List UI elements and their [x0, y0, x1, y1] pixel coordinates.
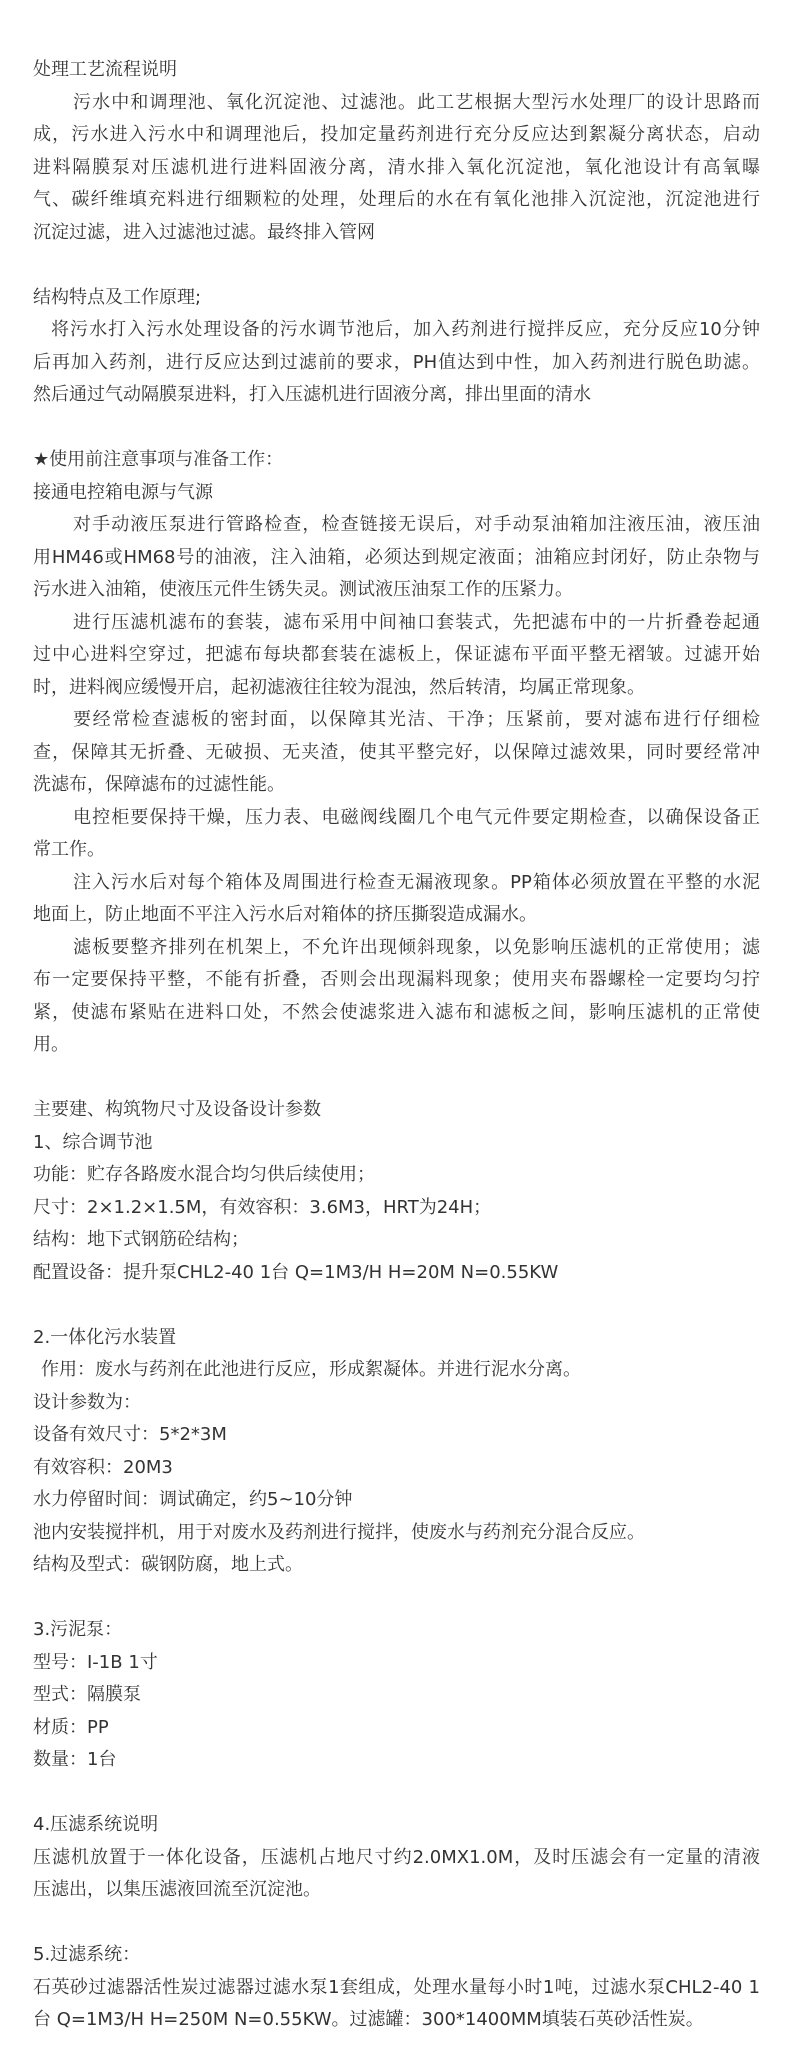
text-line: 紧，使滤布紧贴在进料口处，不然会使滤浆进入滤布和滤板之间，影响压滤机的正常使 — [33, 1001, 760, 1023]
text-line: 沉淀过滤，进入过滤池过滤。最终排入管网 — [33, 221, 375, 243]
text-line: 将污水打入污水处理设备的污水调节池后，加入药剂进行搅拌反应，充分反应10分钟 — [51, 319, 760, 340]
text-line: 对手动液压泵进行管路检查，检查链接无误后，对手动泵油箱加注液压油，液压油 — [73, 514, 760, 535]
text-line: 作用：废水与药剂在此池进行反应，形成絮凝体。并进行泥水分离。 — [41, 1359, 581, 1380]
blank-line — [33, 412, 760, 445]
text-line: 进行压滤机滤布的套装，滤布采用中间袖口套装式，先把滤布中的一片折叠卷起通 — [73, 611, 760, 633]
text-line: 成，污水进入污水中和调理池后，投加定量药剂进行充分反应达到絮凝分离状态，启动 — [33, 124, 760, 145]
text-line: 石英砂过滤器活性炭过滤器过滤水泵1套组成，处理水量每小时1吨，过滤水泵CHL2-40 1 — [33, 1976, 760, 1998]
text-line: 台 Q=1M3/H H=250M N=0.55KW。过滤罐：300*1400MM填装石英砂活性炭。 — [33, 2009, 704, 2030]
text-line: 用HM46或HM68号的油液，注入油箱，必须达到规定液面；油箱应封闭好，防止杂物与 — [33, 546, 760, 568]
text-line: 压滤机放置于一体化设备，压滤机占地尺寸约2.0MX1.0M，及时压滤会有一定量的清液 — [33, 1846, 760, 1868]
text-line: 3.污泥泵： — [33, 1619, 123, 1640]
text-line: 结构：地下式钢筋砼结构； — [33, 1229, 249, 1250]
blank-line — [33, 1777, 760, 1810]
text-line: 污水中和调理池、氧化沉淀池、过滤池。此工艺根据大型污水处理厂的设计思路而 — [73, 91, 760, 113]
text-line: 接通电控箱电源与气源 — [33, 481, 213, 503]
blank-line — [33, 249, 760, 282]
text-line: 电控柜要保持干燥，压力表、电磁阀线圈几个电气元件要定期检查，以确保设备正 — [73, 806, 760, 828]
text-line: 结构特点及工作原理; — [33, 286, 202, 308]
text-line: 材质：PP — [33, 1716, 109, 1738]
text-line: 然后通过气动隔膜泵进料，打入压滤机进行固液分离，排出里面的清水 — [33, 384, 591, 405]
text-line: 处理工艺流程说明 — [33, 59, 177, 80]
text-line: 过中心进料空穿过，把滤布每块都套装在滤板上，保证滤布平面平整无褶皱。过滤开始 — [33, 644, 760, 665]
text-line: 滤板要整齐排列在机架上，不允许出现倾斜现象，以免影响压滤机的正常使用；滤 — [73, 936, 760, 958]
text-line: 水力停留时间：调试确定，约5~10分钟 — [33, 1489, 353, 1510]
text-line: 注入污水后对每个箱体及周围进行检查无漏液现象。PP箱体必须放置在平整的水泥 — [73, 871, 760, 893]
text-line: 地面上，防止地面不平注入污水后对箱体的挤压撕裂造成漏水。 — [33, 904, 537, 925]
text-line: 布一定要保持平整，不能有折叠，否则会出现漏料现象；使用夹布器螺栓一定要均匀拧 — [33, 969, 760, 990]
text-line: 设计参数为： — [33, 1391, 141, 1413]
blank-line — [33, 1062, 760, 1095]
text-line: 常工作。 — [33, 839, 105, 860]
text-line: 后再加入药剂，进行反应达到过滤前的要求，PH值达到中性，加入药剂进行脱色助滤。 — [33, 351, 760, 373]
blank-line — [33, 1907, 760, 1940]
text-line: 查，保障其无折叠、无破损、无夹渣，使其平整完好，以保障过滤效果，同时要经常冲 — [33, 741, 760, 763]
text-line: 主要建、构筑物尺寸及设备设计参数 — [33, 1099, 321, 1120]
blank-line — [33, 1582, 760, 1615]
blank-line — [33, 1289, 760, 1322]
text-line: 尺寸：2×1.2×1.5M，有效容积：3.6M3，HRT为24H； — [33, 1196, 492, 1218]
text-line: 有效容积：20M3 — [33, 1456, 173, 1478]
text-line: 1、综合调节池 — [33, 1131, 153, 1153]
text-line: 进料隔膜泵对压滤机进行进料固液分离，清水排入氧化沉淀池，氧化池设计有高氧曝 — [33, 156, 760, 178]
text-line: 设备有效尺寸：5*2*3M — [33, 1424, 227, 1445]
text-line: 气、碳纤维填充料进行细颗粒的处理，处理后的水在有氧化池排入沉淀池，沉淀池进行 — [33, 189, 760, 210]
text-line: 污水进入油箱，使液压元件生锈失灵。测试液压油泵工作的压紧力。 — [33, 579, 573, 600]
text-line: 2.一体化污水装置 — [33, 1326, 177, 1348]
text-line: 数量：1台 — [33, 1749, 117, 1770]
text-line: 型号：I-1B 1寸 — [33, 1651, 158, 1673]
text-line: 结构及型式：碳钢防腐，地上式。 — [33, 1554, 303, 1575]
text-line: 型式：隔膜泵 — [33, 1684, 141, 1705]
text-line: 洗滤布，保障滤布的过滤性能。 — [33, 774, 285, 795]
text-line: 功能：贮存各路废水混合均匀供后续使用； — [33, 1164, 375, 1185]
text-line: 4.压滤系统说明 — [33, 1814, 159, 1835]
text-line: 时，进料阀应缓慢开启，起初滤液往往较为混浊，然后转清，均属正常现象。 — [33, 676, 645, 698]
text-line: 要经常检查滤板的密封面，以保障其光洁、干净；压紧前，要对滤布进行仔细检 — [73, 709, 760, 730]
text-line: 池内安装搅拌机，用于对废水及药剂进行搅拌，使废水与药剂充分混合反应。 — [33, 1521, 645, 1543]
text-line: 压滤出，以集压滤液回流至沉淀池。 — [33, 1879, 321, 1900]
text-line: 5.过滤系统： — [33, 1944, 141, 1965]
text-line: 配置设备：提升泵CHL2-40 1台 Q=1M3/H H=20M N=0.55KW — [33, 1261, 559, 1283]
text-line: ★使用前注意事项与准备工作： — [33, 449, 284, 470]
text-line: 用。 — [33, 1034, 69, 1055]
